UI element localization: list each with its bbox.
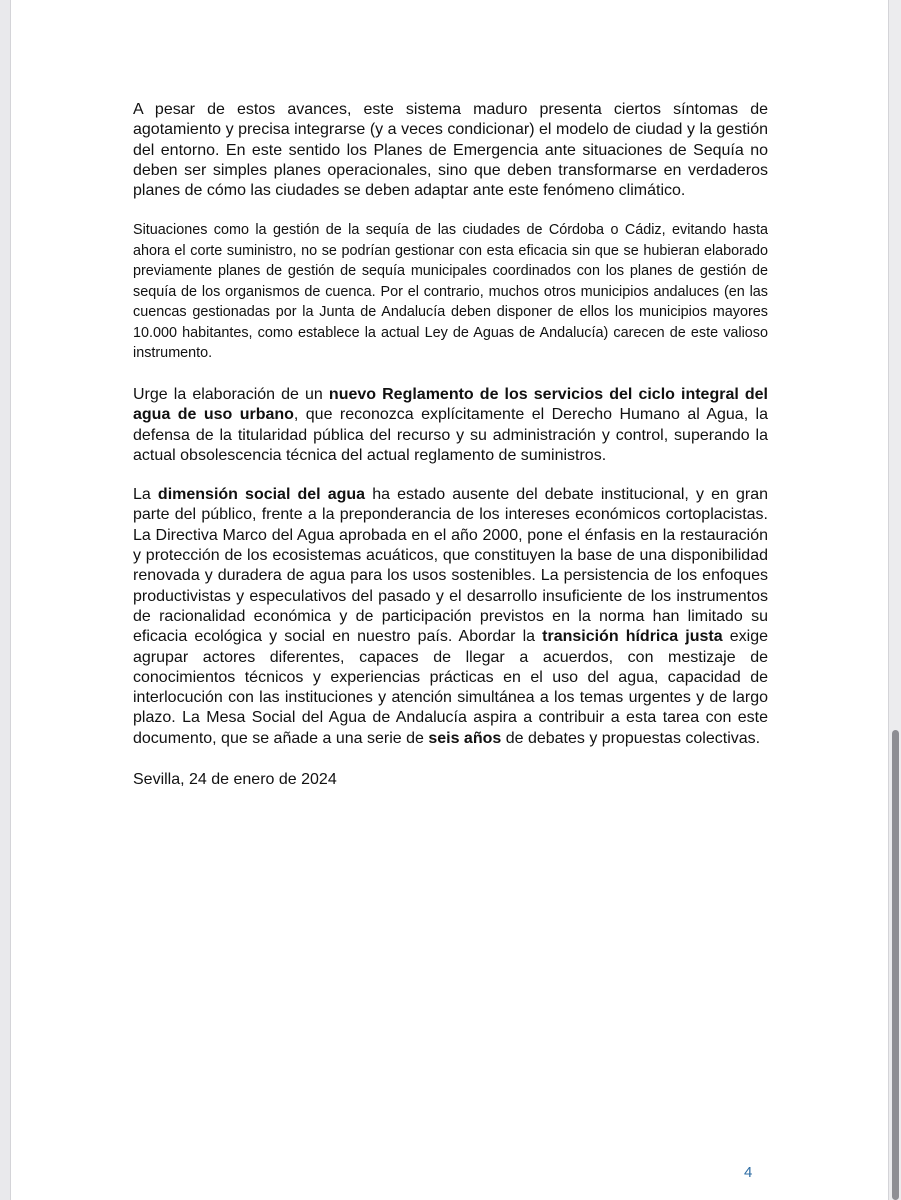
viewer-left-margin <box>0 0 10 1200</box>
bold-phrase: transición hídrica justa <box>542 628 723 646</box>
text-run: exige agrupar actores diferentes, capaces de llegar a acuerdos, con mestizaje de conocimientos técnicos y experiencias prácticas en el uso del agua, capacidad de interlocución con las instituciones y atención simultánea a los temas urgentes y de largo plazo. La Mesa Social del Agua de Andalucía aspira a contribuir a esta tarea con este documento, que se añade a una serie de <box>133 628 769 747</box>
bold-phrase: seis años <box>428 729 502 747</box>
text-run: ha estado ausente del debate institucional, y en gran parte del público, frente a la preponderancia de los intereses económicos cortoplacistas. La Directiva Marco del Agua aprobada en el año 2000, pone el énfasis en la restauración y protección de los ecosistemas acuáticos, que constituyen la base de una disponibilidad renovada y duradera de agua para los usos sostenibles. La persistencia de los enfoques productivistas y especulativos del pasado y el desarrollo insuficiente de los instrumentos de racionalidad económica y de participación previstos en la norma han limitado su eficacia ecológica y social en nuestro país. Abordar la <box>133 486 769 646</box>
scrollbar-thumb[interactable] <box>892 730 899 1200</box>
signoff-date: Sevilla, 24 de enero de 2024 <box>133 771 337 789</box>
paragraph-4 <box>133 485 768 749</box>
text-run: La <box>133 486 158 504</box>
text-run: , que reconozca explícitamente el Derecho Humano al Agua, la defensa de la titularidad pública del recurso y su administración y control, superando la actual obsolescencia técnica del actual reglamento de suministros. <box>133 406 769 464</box>
text-run: A pesar de estos avances, este sistema maduro presenta ciertos síntomas de agotamiento y precisa integrarse (y a veces condicionar) el modelo de ciudad y la gestión del entorno. En este sentido los Planes de Emergencia ante situaciones de Sequía no deben ser simples planes operacionales, sino que deben transformarse en verdaderos planes de cómo las ciudades se deben adaptar ante este fenómeno climático. <box>133 101 768 200</box>
bold-phrase: nuevo Reglamento de los servicios del ciclo integral del agua de uso urbano <box>133 385 769 424</box>
paragraph-2 <box>133 220 768 364</box>
text-run: Situaciones como la gestión de la sequía de las ciudades de Córdoba o Cádiz, evitando hasta ahora el corte suministro, no se podrían gestionar con esta eficacia sin que se hubieran elaborado previamente planes de gestión de sequía municipales coordinados con los planes de gestión de sequía de los organismos de cuenca. Por el contrario, muchos otros municipios andaluces (en las cuencas gestionadas por la Junta de Andalucía deben disponer de ellos los municipios mayores 10.000 habitantes, como establece la actual Ley de Aguas de Andalucía) carecen de este valioso instrumento. <box>133 222 768 362</box>
viewer-right-divider <box>888 0 889 1200</box>
bold-phrase: dimensión social del agua <box>157 486 366 504</box>
viewer-left-divider <box>10 0 11 1200</box>
document-page <box>133 100 768 790</box>
text-run: Urge la elaboración de un <box>133 385 329 403</box>
paragraph-3 <box>133 385 768 466</box>
paragraph-1 <box>133 100 768 201</box>
text-run: de debates y propuestas colectivas. <box>501 729 761 747</box>
page-number: 4 <box>744 1164 753 1181</box>
